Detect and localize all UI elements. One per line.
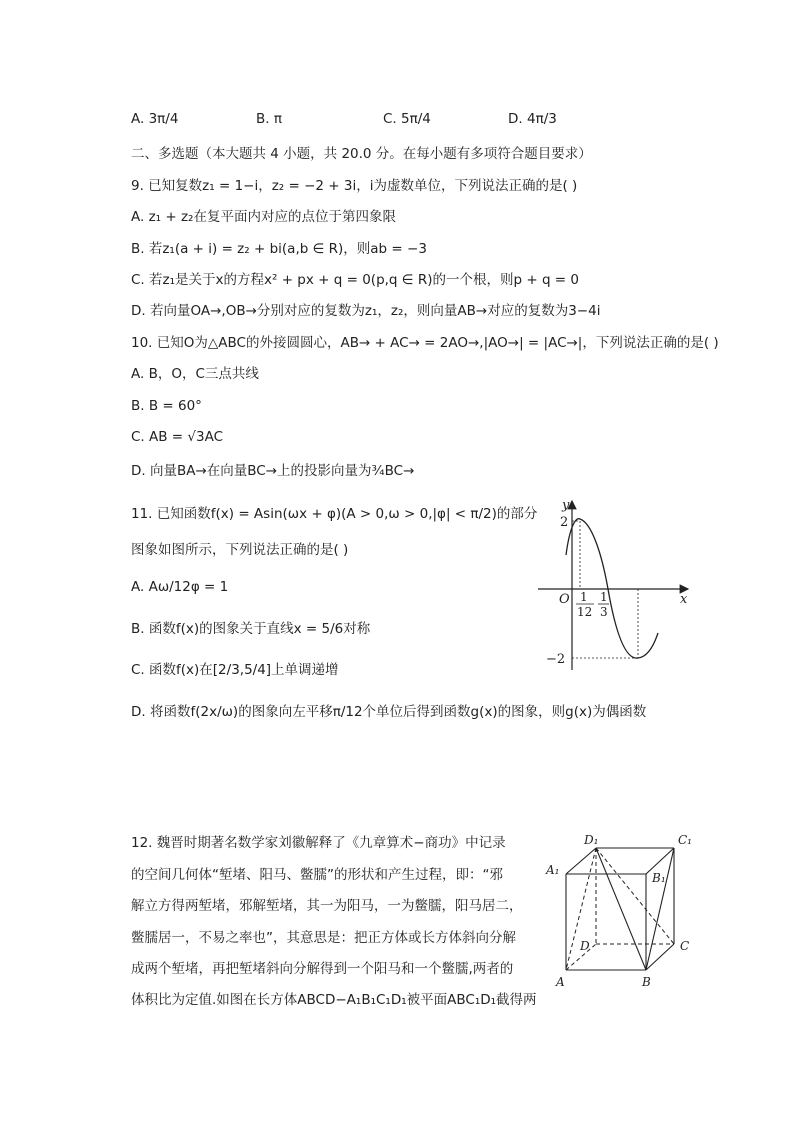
q10-option-a: A. B，O，C三点共线	[131, 366, 259, 382]
q11-option-c: C. 函数f(x)在[2/3,5/4]上单调递增	[131, 662, 339, 678]
q9-option-d: D. 若向量OA→,OB→分别对应的复数为z₁，z₂，则向量AB→对应的复数为3−4i	[131, 303, 601, 319]
q11-stem-line2: 图象如图所示，下列说法正确的是( )	[131, 542, 349, 558]
graph-origin-label: O	[559, 592, 570, 607]
q9-stem: 9. 已知复数z₁ = 1−i，z₂ = −2 + 3i，i为虚数单位，下列说法正确的是( )	[131, 178, 578, 194]
q9-option-b: B. 若z₁(a + i) = z₂ + bi(a,b ∈ R)，则ab = −3	[131, 241, 427, 257]
tick1-numerator: 1	[580, 590, 588, 604]
label-a1: A₁	[546, 863, 560, 877]
q10-option-b: B. B = 60°	[131, 398, 202, 414]
q9-option-c: C. 若z₁是关于x的方程x² + px + q = 0(p,q ∈ R)的一个根，则p + q = 0	[131, 272, 579, 288]
label-d1: D₁	[584, 833, 599, 847]
q9-option-a: A. z₁ + z₂在复平面内对应的点位于第四象限	[131, 209, 396, 225]
tick2-denominator: 3	[600, 605, 608, 619]
label-b1: B₁	[652, 871, 666, 885]
q11-stem-line1: 11. 已知函数f(x) = Asin(ωx + φ)(A > 0,ω > 0,|φ| < π/2)的部分	[131, 506, 538, 522]
q12-line1: 12. 魏晋时期著名数学家刘徽解释了《九章算术−商功》中记录	[131, 835, 506, 851]
graph-x-label: x	[680, 592, 688, 607]
tick1-denominator: 12	[577, 605, 593, 619]
graph-y-label: y	[562, 498, 570, 513]
label-c1: C₁	[678, 833, 692, 847]
q10-option-c: C. AB = √3AC	[131, 429, 224, 445]
q8-option-c: C. 5π/4	[383, 111, 431, 127]
q12-line2: 的空间几何体“堑堵、阳马、鳖臑”的形状和产生过程，即：“邪	[131, 867, 503, 883]
q12-line6: 体积比为定值.如图在长方体ABCD−A₁B₁C₁D₁被平面ABC₁D₁截得两	[131, 992, 537, 1008]
q11-option-d: D. 将函数f(2x/ω)的图象向左平移π/12个单位后得到函数g(x)的图象，则g(x)为偶函数	[131, 704, 647, 720]
label-c: C	[680, 939, 690, 953]
q12-line5: 成两个堑堵，再把堑堵斜向分解得到一个阳马和一个鳖臑,两者的	[131, 961, 514, 977]
q8-option-d: D. 4π/3	[508, 111, 557, 127]
q10-stem: 10. 已知O为△ABC的外接圆圆心，AB→ + AC→ = 2AO→,|AO→| = |AC→|，下列说法正确的是( )	[131, 335, 719, 351]
q12-line4: 鳖臑居一，不易之率也”，其意思是：把正方体或长方体斜向分解	[131, 930, 516, 946]
q12-cuboid-figure	[540, 830, 700, 995]
label-b: B	[642, 975, 651, 989]
q11-option-b: B. 函数f(x)的图象关于直线x = 5/6对称	[131, 621, 371, 637]
q11-option-a: A. Aω/12φ = 1	[131, 579, 229, 595]
q8-option-b: B. π	[256, 111, 282, 127]
q12-line3: 解立方得两堑堵，邪解堑堵，其一为阳马，一为鳖臑，阳马居二，	[131, 898, 523, 914]
label-a: A	[556, 975, 565, 989]
graph-ymax-label: 2	[560, 515, 569, 530]
graph-ymin-label: −2	[546, 652, 566, 667]
section2-header: 二、多选题（本大题共 4 小题，共 20.0 分。在每小题有多项符合题目要求）	[131, 146, 592, 162]
q10-option-d: D. 向量BA→在向量BC→上的投影向量为¾BC→	[131, 463, 415, 479]
label-d: D	[580, 939, 590, 953]
tick2-numerator: 1	[600, 590, 608, 604]
q8-option-a: A. 3π/4	[131, 111, 179, 127]
q11-sine-graph	[530, 495, 700, 675]
